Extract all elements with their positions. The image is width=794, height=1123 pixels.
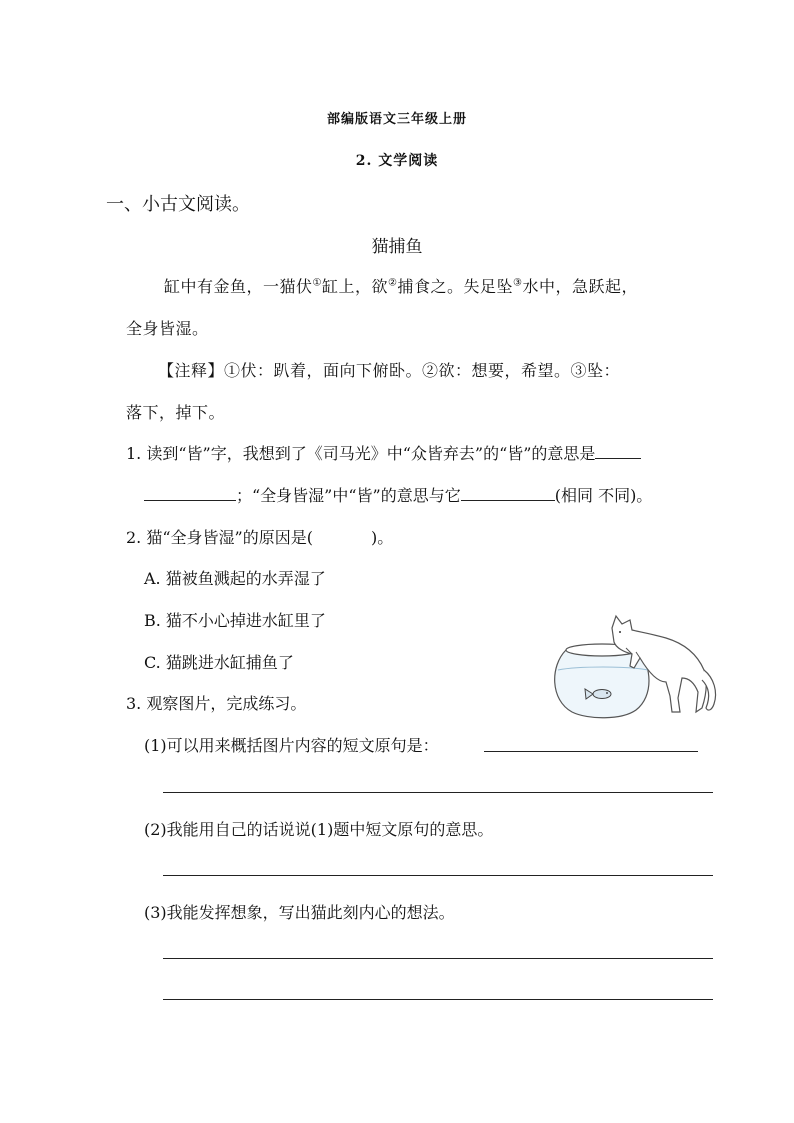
- option-b: B. 猫不小心掉进水缸里了: [144, 611, 326, 630]
- passage-text: 捕食之。失足坠: [397, 277, 513, 296]
- answer-blank[interactable]: [595, 442, 641, 459]
- option-a: A. 猫被鱼溅起的水弄湿了: [144, 569, 326, 588]
- notes-line-1: 【注释】①伏：趴着，面向下俯卧。②欲：想要，希望。③坠：: [158, 361, 621, 380]
- question-3-3: (3)我能发挥想象，写出猫此刻内心的想法。: [144, 903, 455, 922]
- question-1-line-1: [126, 441, 641, 464]
- question-1-line-2: [144, 483, 652, 506]
- answer-line[interactable]: [163, 875, 713, 876]
- question-3-stem: 3. 观察图片，完成练习。: [126, 694, 307, 713]
- question-2-text: )。: [370, 528, 394, 547]
- option-c: C. 猫跳进水缸捕鱼了: [144, 653, 294, 672]
- answer-blank[interactable]: [144, 484, 236, 501]
- question-2-text: 2. 猫“全身皆湿”的原因是(: [126, 528, 313, 547]
- note-marker: ③: [512, 277, 523, 289]
- question-1-choice: (相同 不同)。: [554, 486, 653, 505]
- question-3-2: (2)我能用自己的话说说(1)题中短文原句的意思。: [144, 820, 494, 839]
- passage-text: 缸中有金鱼，一猫伏: [164, 277, 313, 296]
- section-title: 一、小古文阅读。: [106, 194, 250, 215]
- document-header: 部编版语文三年级上册: [326, 112, 467, 127]
- question-1-stem: 1. 读到“皆”字，我想到了《司马光》中“众皆弃去”的“皆”的意思是: [126, 444, 596, 463]
- notes-line-2: 落下，掉下。: [126, 403, 226, 422]
- answer-blank[interactable]: [461, 484, 555, 501]
- passage-text: 水中，急跃起，: [522, 277, 638, 296]
- passage-line-1: [164, 274, 638, 297]
- note-marker: ①: [312, 277, 322, 289]
- note-marker: ②: [388, 277, 398, 289]
- passage-line-2: 全身皆湿。: [126, 319, 209, 338]
- answer-line[interactable]: [163, 999, 713, 1000]
- question-3-1: [144, 733, 439, 756]
- passage-text: 缸上，欲: [321, 277, 388, 296]
- answer-line[interactable]: [163, 792, 713, 793]
- cat-fishbowl-illustration: [548, 608, 720, 720]
- question-1-text: ；“全身皆湿”中“皆”的意思与它: [236, 486, 461, 505]
- answer-line[interactable]: [163, 958, 713, 959]
- question-2-stem: [126, 525, 393, 548]
- answer-line[interactable]: [484, 751, 698, 752]
- passage-title: 猫捕鱼: [371, 237, 423, 257]
- lesson-title: 2. 文学阅读: [355, 153, 439, 169]
- question-3-1-text: (1)可以用来概括图片内容的短文原句是：: [144, 736, 439, 755]
